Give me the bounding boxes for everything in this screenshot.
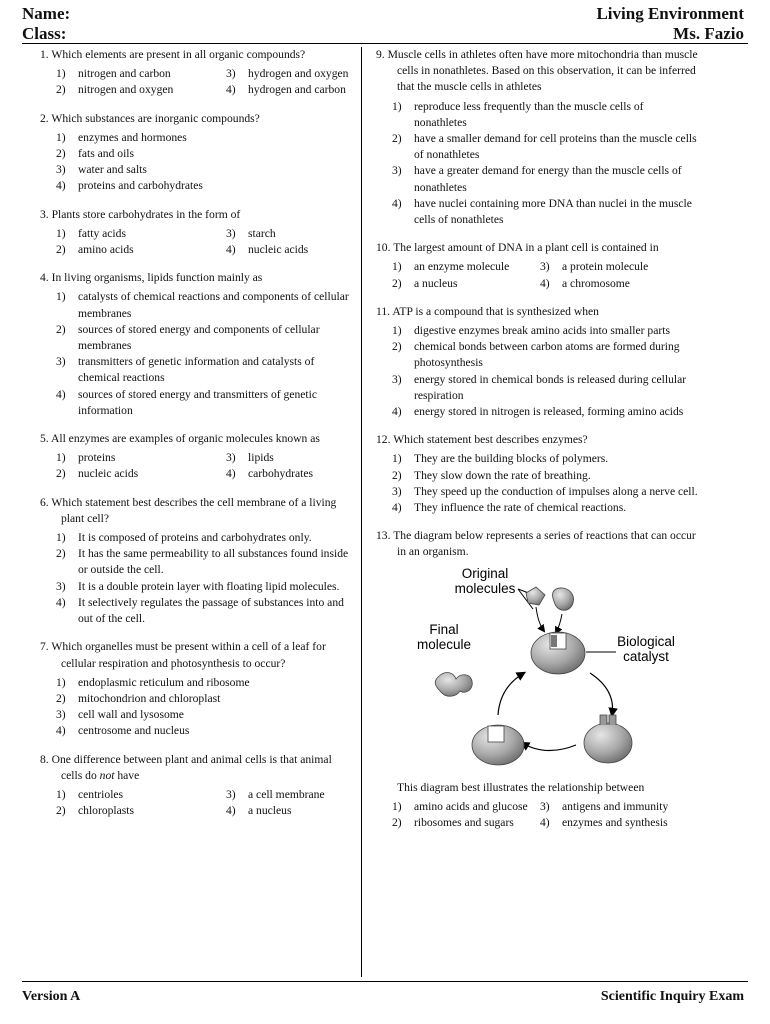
question-stem: 8. One difference between plant and animal cells is that animal cells do not have (40, 752, 332, 782)
student-info (22, 4, 70, 44)
option-2: 2) ribosomes and sugars (392, 816, 514, 830)
option-3: 3) It is a double protein layer with floating lipid molecules. (56, 579, 340, 593)
options-row (376, 276, 698, 292)
bound-substrate (551, 635, 557, 647)
option-4: 4) have nuclei containing more DNA than nuclei in the muscle cells of nonathletes (392, 196, 692, 227)
column-divider (361, 47, 362, 977)
option-2: 2) chemical bonds between carbon atoms are formed during photosynthesis (392, 340, 680, 370)
arrow (536, 607, 544, 631)
option-4: 4) hydrogen and carbon (226, 83, 346, 97)
option-1: 1) reproduce less frequently than the muscle cells of nonathletes (392, 99, 644, 129)
exam-title: Scientific Inquiry Exam (600, 989, 744, 1004)
option-2: 2) a nucleus (392, 276, 458, 290)
product-molecule (435, 672, 472, 696)
right-column (376, 47, 698, 843)
option-2: 2) chloroplasts (56, 804, 135, 818)
substrate-molecule (526, 587, 545, 605)
option-1: 1) nitrogen and carbon (56, 67, 171, 81)
question-stem: 11. ATP is a compound that is synthesized when (376, 304, 599, 318)
options-row (40, 242, 354, 258)
option-4: 4) carbohydrates (226, 467, 314, 481)
option-4: 4) nucleic acids (226, 243, 309, 257)
question-stem: 10. The largest amount of DNA in a plant cell is contained in (376, 241, 659, 255)
options-row (40, 66, 354, 82)
option-3: 3) transmitters of genetic information and catalysts of chemical reactions (56, 355, 315, 385)
active-site (488, 726, 504, 742)
options-row (40, 450, 354, 466)
arrow (556, 614, 562, 633)
question-stem: 9. Muscle cells in athletes often have more mitochondria than muscle cells in nonathletes. Based on this observation, it can be inferred that the muscle cells in athletes (376, 48, 698, 94)
option-1: 1) It is composed of proteins and carbohydrates only. (56, 531, 312, 545)
options-row (40, 803, 354, 819)
option-3: 3) have a greater demand for energy than the muscle cells of nonathletes (392, 164, 682, 194)
options-row (40, 466, 354, 482)
question-stem: 3. Plants store carbohydrates in the form of (40, 207, 241, 221)
option-1: 1) enzymes and hormones (56, 130, 187, 144)
subject-title: Living Environment (596, 4, 744, 23)
version-label: Version A (22, 989, 81, 1004)
question-9 (376, 47, 698, 228)
cycle-arrow (522, 743, 576, 751)
option-1: 1) endoplasmic reticulum and ribosome (56, 675, 250, 689)
option-2: 2) They slow down the rate of breathing. (392, 468, 591, 482)
option-3: 3) water and salts (56, 163, 147, 177)
question-followup: This diagram best illustrates the relationship between (397, 780, 645, 794)
cycle-arrow (498, 673, 524, 715)
label-final-1: Final (429, 621, 459, 637)
question-3 (40, 207, 354, 259)
enzyme-molecule (584, 723, 632, 763)
label-catalyst-1: Biological (617, 633, 675, 649)
option-3: 3) antigens and immunity (540, 799, 669, 813)
option-3: 3) hydrogen and oxygen (226, 67, 349, 81)
option-2: 2) nitrogen and oxygen (56, 83, 174, 97)
option-3: 3) starch (226, 226, 276, 240)
option-1: 1) catalysts of chemical reactions and components of cellular membranes (56, 290, 349, 320)
question-11 (376, 304, 698, 420)
option-3: 3) energy stored in chemical bonds is released during cellular respiration (392, 372, 687, 402)
option-4: 4) a chromosome (540, 276, 630, 290)
options-row (376, 799, 698, 815)
enzyme-reaction-diagram (376, 565, 676, 770)
option-1: 1) digestive enzymes break amino acids into smaller parts (392, 324, 670, 338)
option-1: 1) an enzyme molecule (392, 260, 510, 274)
question-stem: 12. Which statement best describes enzymes? (376, 433, 588, 447)
question-stem: 6. Which statement best describes the cell membrane of a living plant cell? (40, 495, 337, 525)
option-1: 1) fatty acids (56, 226, 126, 240)
question-stem: 2. Which substances are inorganic compounds? (40, 111, 260, 125)
question-1 (40, 47, 354, 99)
question-2 (40, 111, 354, 195)
options-row (376, 815, 698, 831)
option-4: 4) proteins and carbohydrates (56, 179, 203, 193)
option-2: 2) nucleic acids (56, 467, 139, 481)
options-row (40, 82, 354, 98)
options-row (40, 226, 354, 242)
options-row (376, 259, 698, 275)
exam-info (596, 4, 744, 44)
question-7 (40, 639, 354, 739)
question-stem: 13. The diagram below represents a series of reactions that can occur in an organism. (376, 529, 696, 559)
option-1: 1) centrioles (56, 787, 124, 801)
header-rule (22, 43, 748, 44)
option-3: 3) a cell membrane (226, 787, 325, 801)
option-3: 3) lipids (226, 451, 274, 465)
label-original-1: Original (461, 565, 509, 581)
question-5 (40, 431, 354, 483)
label-catalyst-2: catalyst (623, 648, 669, 664)
options-row (40, 787, 354, 803)
question-stem: 5. All enzymes are examples of organic molecules known as (40, 432, 320, 446)
option-1: 1) amino acids and glucose (392, 799, 528, 813)
label-original-2: molecules (454, 580, 516, 596)
option-4: 4) enzymes and synthesis (540, 816, 668, 830)
option-4: 4) It selectively regulates the passage of substances into and out of the cell. (56, 595, 344, 626)
option-2: 2) amino acids (56, 243, 134, 257)
option-3: 3) a protein molecule (540, 260, 649, 274)
option-4: 4) energy stored in nitrogen is released, forming amino acids (392, 405, 684, 419)
option-4: 4) They influence the rate of chemical reactions. (392, 501, 627, 515)
question-stem: 1. Which elements are present in all organic compounds? (40, 48, 306, 61)
option-4: 4) centrosome and nucleus (56, 724, 190, 738)
option-2: 2) It has the same permeability to all substances found inside or outside the cell. (56, 547, 349, 577)
question-10 (376, 240, 698, 292)
question-12 (376, 432, 698, 516)
question-6 (40, 495, 354, 628)
option-2: 2) have a smaller demand for cell proteins than the muscle cells of nonathletes (392, 132, 697, 162)
option-3: 3) cell wall and lysosome (56, 708, 184, 722)
class-label: Class: (22, 24, 67, 43)
option-2: 2) fats and oils (56, 147, 135, 161)
question-13 (376, 528, 698, 831)
option-3: 3) They speed up the conduction of impulses along a nerve cell. (392, 484, 698, 498)
left-column (40, 47, 354, 831)
name-label: Name: (22, 4, 71, 23)
teacher-name: Ms. Fazio (673, 24, 744, 43)
option-2: 2) mitochondrion and chloroplast (56, 691, 221, 705)
question-4 (40, 270, 354, 419)
cycle-arrow (590, 673, 613, 715)
question-stem: 7. Which organelles must be present within a cell of a leaf for cellular respiration and photosynthesis to occur? (40, 640, 326, 670)
option-2: 2) sources of stored energy and components of cellular membranes (56, 322, 320, 353)
label-final-2: molecule (416, 636, 472, 652)
footer-rule (22, 981, 748, 982)
question-8 (40, 752, 354, 820)
question-stem: 4. In living organisms, lipids function mainly as (40, 271, 263, 285)
substrate-molecule (553, 588, 574, 610)
option-1: 1) They are the building blocks of polymers. (392, 452, 609, 466)
option-4: 4) a nucleus (226, 804, 292, 818)
option-4: 4) sources of stored energy and transmitters of genetic information (56, 387, 317, 417)
option-1: 1) proteins (56, 451, 116, 465)
